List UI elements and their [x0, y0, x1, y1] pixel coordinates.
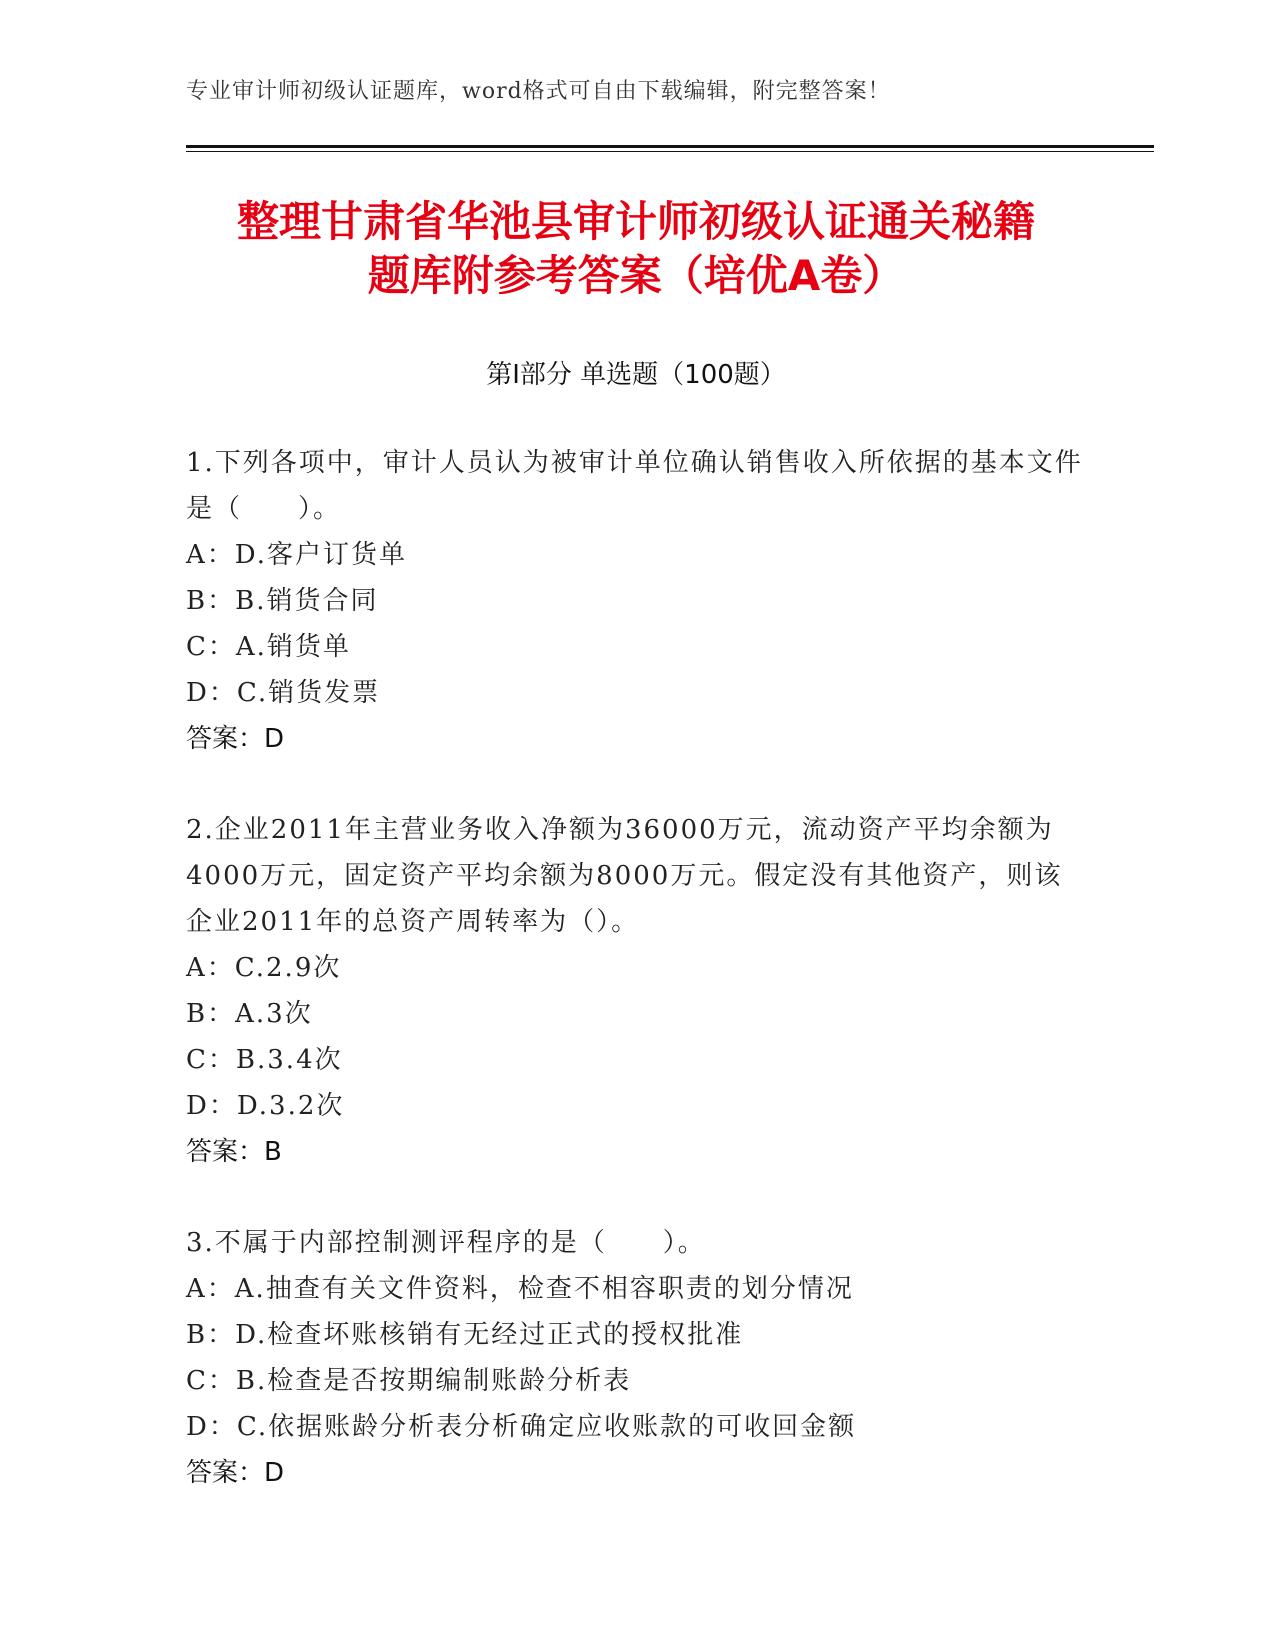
document-title	[186, 195, 1086, 303]
option-a: A：C.2.9次	[186, 953, 342, 983]
option-d: D：C.依据账龄分析表分析确定应收账款的可收回金额	[186, 1412, 857, 1442]
option-a: A：A.抽查有关文件资料，检查不相容职责的划分情况	[186, 1274, 854, 1304]
option-b: B：A.3次	[186, 999, 313, 1029]
answer: 答案：D	[186, 1458, 285, 1488]
question-2	[186, 807, 1086, 1175]
header-divider-thin	[186, 151, 1154, 152]
question-text: 3.不属于内部控制测评程序的是（ ）。	[186, 1228, 706, 1258]
header-divider	[186, 145, 1154, 148]
option-c: C：A.销货单	[186, 632, 351, 662]
option-b: B：B.销货合同	[186, 586, 379, 616]
question-text: 1.下列各项中，审计人员认为被审计单位确认销售收入所依据的基本文件是（ ）。	[186, 448, 1083, 524]
option-d: D：D.3.2次	[186, 1091, 345, 1121]
answer: 答案：D	[186, 724, 285, 754]
section-title: 第Ⅰ部分 单选题（100题）	[486, 360, 786, 390]
document-title-line-1: 整理甘肃省华池县审计师初级认证通关秘籍	[236, 197, 1035, 246]
question-list	[186, 440, 1086, 1541]
option-d: D：C.销货发票	[186, 678, 381, 708]
question-3	[186, 1220, 1086, 1496]
option-a: A：D.客户订货单	[186, 540, 407, 570]
question-1	[186, 440, 1086, 762]
answer: 答案：B	[186, 1137, 282, 1167]
question-text: 2.企业2011年主营业务收入净额为36000万元，流动资产平均余额为4000万元，固定资产平均余额为8000万元。假定没有其他资产，则该企业2011年的总资产周转率为（）。	[186, 815, 1063, 937]
document-title-line-2: 题库附参考答案（培优A卷）	[367, 251, 905, 300]
option-c: C：B.3.4次	[186, 1045, 343, 1075]
option-c: C：B.检查是否按期编制账龄分析表	[186, 1366, 632, 1396]
option-b: B：D.检查坏账核销有无经过正式的授权批准	[186, 1320, 744, 1350]
page-header: 专业审计师初级认证题库，word格式可自由下载编辑，附完整答案！	[186, 79, 891, 104]
